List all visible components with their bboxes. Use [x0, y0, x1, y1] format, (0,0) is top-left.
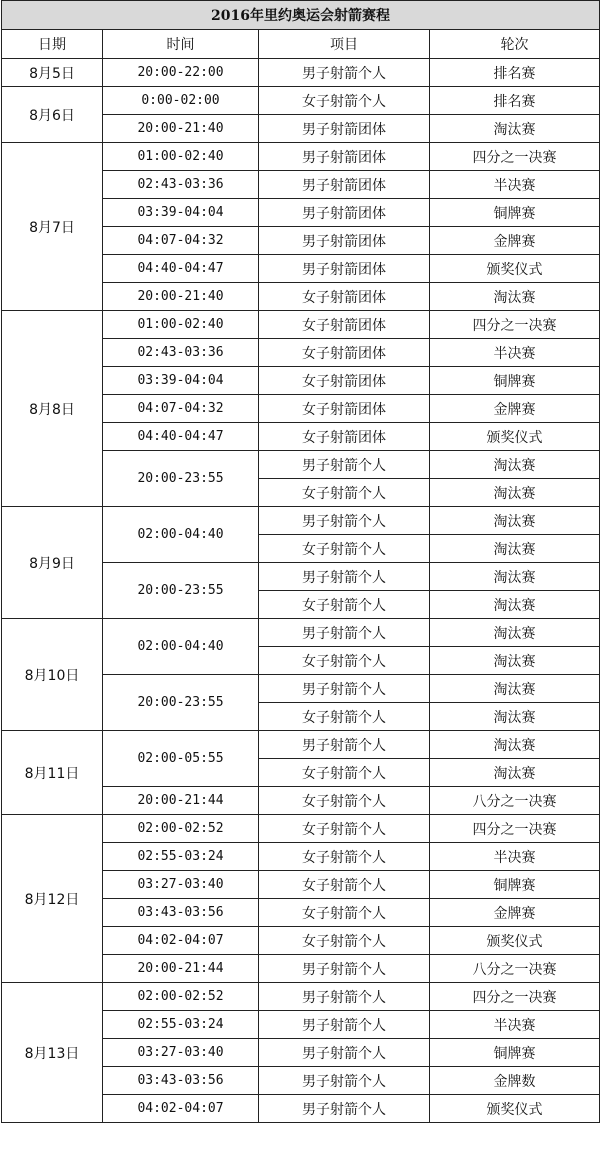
- header-time: 时间: [103, 30, 259, 59]
- round-cell: 八分之一决赛: [430, 955, 600, 983]
- event-cell: 女子射箭团体: [259, 339, 430, 367]
- round-cell: 颁奖仪式: [430, 927, 600, 955]
- time-cell: 0:00-02:00: [103, 87, 259, 115]
- time-cell: 02:00-02:52: [103, 983, 259, 1011]
- event-cell: 男子射箭团体: [259, 227, 430, 255]
- round-cell: 颁奖仪式: [430, 1095, 600, 1123]
- time-cell: 04:40-04:47: [103, 255, 259, 283]
- event-cell: 女子射箭个人: [259, 759, 430, 787]
- event-cell: 女子射箭个人: [259, 899, 430, 927]
- event-cell: 女子射箭团体: [259, 283, 430, 311]
- schedule-body: [2, 59, 600, 1123]
- event-cell: 女子射箭个人: [259, 87, 430, 115]
- time-cell: 20:00-21:44: [103, 787, 259, 815]
- round-cell: 铜牌赛: [430, 367, 600, 395]
- event-cell: 男子射箭个人: [259, 983, 430, 1011]
- round-cell: 四分之一决赛: [430, 143, 600, 171]
- date-cell: 8月5日: [2, 59, 103, 87]
- round-cell: 四分之一决赛: [430, 815, 600, 843]
- round-cell: 四分之一决赛: [430, 983, 600, 1011]
- event-cell: 男子射箭个人: [259, 507, 430, 535]
- round-cell: 八分之一决赛: [430, 787, 600, 815]
- round-cell: 淘汰赛: [430, 535, 600, 563]
- time-cell: 02:00-04:40: [103, 507, 259, 563]
- time-cell: 20:00-23:55: [103, 451, 259, 507]
- round-cell: 淘汰赛: [430, 591, 600, 619]
- time-cell: 03:27-03:40: [103, 871, 259, 899]
- event-cell: 男子射箭个人: [259, 1011, 430, 1039]
- header-row: [2, 30, 600, 59]
- time-cell: 04:40-04:47: [103, 423, 259, 451]
- time-cell: 20:00-22:00: [103, 59, 259, 87]
- time-cell: 04:07-04:32: [103, 227, 259, 255]
- event-cell: 男子射箭个人: [259, 59, 430, 87]
- event-cell: 女子射箭个人: [259, 871, 430, 899]
- time-cell: 20:00-21:44: [103, 955, 259, 983]
- table-row: [2, 815, 600, 843]
- title-row: [2, 1, 600, 30]
- event-cell: 女子射箭个人: [259, 927, 430, 955]
- time-cell: 02:43-03:36: [103, 171, 259, 199]
- round-cell: 四分之一决赛: [430, 311, 600, 339]
- time-cell: 03:39-04:04: [103, 199, 259, 227]
- event-cell: 男子射箭个人: [259, 1095, 430, 1123]
- time-cell: 03:39-04:04: [103, 367, 259, 395]
- event-cell: 男子射箭个人: [259, 1039, 430, 1067]
- round-cell: 颁奖仪式: [430, 423, 600, 451]
- round-cell: 淘汰赛: [430, 731, 600, 759]
- event-cell: 男子射箭团体: [259, 255, 430, 283]
- round-cell: 金牌赛: [430, 227, 600, 255]
- round-cell: 半决赛: [430, 843, 600, 871]
- schedule-table: [1, 0, 600, 1123]
- date-cell: 8月8日: [2, 311, 103, 507]
- event-cell: 女子射箭个人: [259, 815, 430, 843]
- round-cell: 铜牌赛: [430, 199, 600, 227]
- event-cell: 男子射箭个人: [259, 731, 430, 759]
- time-cell: 20:00-23:55: [103, 563, 259, 619]
- event-cell: 男子射箭团体: [259, 143, 430, 171]
- event-cell: 女子射箭团体: [259, 367, 430, 395]
- event-cell: 男子射箭个人: [259, 563, 430, 591]
- round-cell: 金牌数: [430, 1067, 600, 1095]
- date-cell: 8月6日: [2, 87, 103, 143]
- date-cell: 8月11日: [2, 731, 103, 815]
- time-cell: 02:00-05:55: [103, 731, 259, 787]
- round-cell: 淘汰赛: [430, 619, 600, 647]
- event-cell: 男子射箭个人: [259, 955, 430, 983]
- time-cell: 20:00-21:40: [103, 115, 259, 143]
- date-cell: 8月7日: [2, 143, 103, 311]
- time-cell: 20:00-23:55: [103, 675, 259, 731]
- table-row: [2, 619, 600, 647]
- time-cell: 03:27-03:40: [103, 1039, 259, 1067]
- event-cell: 女子射箭团体: [259, 423, 430, 451]
- round-cell: 淘汰赛: [430, 283, 600, 311]
- round-cell: 淘汰赛: [430, 115, 600, 143]
- time-cell: 04:02-04:07: [103, 927, 259, 955]
- round-cell: 半决赛: [430, 171, 600, 199]
- time-cell: 02:00-04:40: [103, 619, 259, 675]
- round-cell: 颁奖仪式: [430, 255, 600, 283]
- time-cell: 01:00-02:40: [103, 143, 259, 171]
- round-cell: 淘汰赛: [430, 479, 600, 507]
- time-cell: 20:00-21:40: [103, 283, 259, 311]
- header-date: 日期: [2, 30, 103, 59]
- event-cell: 女子射箭个人: [259, 703, 430, 731]
- event-cell: 男子射箭个人: [259, 619, 430, 647]
- round-cell: 排名赛: [430, 87, 600, 115]
- table-row: [2, 87, 600, 115]
- event-cell: 女子射箭个人: [259, 591, 430, 619]
- round-cell: 淘汰赛: [430, 703, 600, 731]
- time-cell: 03:43-03:56: [103, 899, 259, 927]
- round-cell: 淘汰赛: [430, 507, 600, 535]
- event-cell: 男子射箭团体: [259, 199, 430, 227]
- table-row: [2, 731, 600, 759]
- date-cell: 8月13日: [2, 983, 103, 1123]
- event-cell: 男子射箭个人: [259, 451, 430, 479]
- time-cell: 03:43-03:56: [103, 1067, 259, 1095]
- round-cell: 淘汰赛: [430, 451, 600, 479]
- event-cell: 女子射箭个人: [259, 647, 430, 675]
- date-cell: 8月12日: [2, 815, 103, 983]
- time-cell: 04:02-04:07: [103, 1095, 259, 1123]
- date-cell: 8月9日: [2, 507, 103, 619]
- round-cell: 淘汰赛: [430, 647, 600, 675]
- event-cell: 女子射箭个人: [259, 787, 430, 815]
- event-cell: 女子射箭团体: [259, 311, 430, 339]
- event-cell: 女子射箭个人: [259, 479, 430, 507]
- round-cell: 铜牌赛: [430, 1039, 600, 1067]
- header-event: 项目: [259, 30, 430, 59]
- round-cell: 金牌赛: [430, 899, 600, 927]
- round-cell: 半决赛: [430, 339, 600, 367]
- table-title: 2016年里约奥运会射箭赛程: [2, 1, 600, 30]
- date-cell: 8月10日: [2, 619, 103, 731]
- time-cell: 02:00-02:52: [103, 815, 259, 843]
- table-row: [2, 59, 600, 87]
- round-cell: 淘汰赛: [430, 675, 600, 703]
- time-cell: 02:55-03:24: [103, 843, 259, 871]
- event-cell: 男子射箭个人: [259, 675, 430, 703]
- time-cell: 04:07-04:32: [103, 395, 259, 423]
- event-cell: 女子射箭团体: [259, 395, 430, 423]
- event-cell: 女子射箭个人: [259, 535, 430, 563]
- event-cell: 男子射箭个人: [259, 1067, 430, 1095]
- round-cell: 金牌赛: [430, 395, 600, 423]
- header-round: 轮次: [430, 30, 600, 59]
- table-row: [2, 507, 600, 535]
- table-row: [2, 143, 600, 171]
- table-row: [2, 311, 600, 339]
- round-cell: 半决赛: [430, 1011, 600, 1039]
- time-cell: 01:00-02:40: [103, 311, 259, 339]
- time-cell: 02:55-03:24: [103, 1011, 259, 1039]
- round-cell: 铜牌赛: [430, 871, 600, 899]
- event-cell: 女子射箭个人: [259, 843, 430, 871]
- time-cell: 02:43-03:36: [103, 339, 259, 367]
- table-row: [2, 983, 600, 1011]
- event-cell: 男子射箭团体: [259, 115, 430, 143]
- round-cell: 淘汰赛: [430, 759, 600, 787]
- event-cell: 男子射箭团体: [259, 171, 430, 199]
- round-cell: 排名赛: [430, 59, 600, 87]
- round-cell: 淘汰赛: [430, 563, 600, 591]
